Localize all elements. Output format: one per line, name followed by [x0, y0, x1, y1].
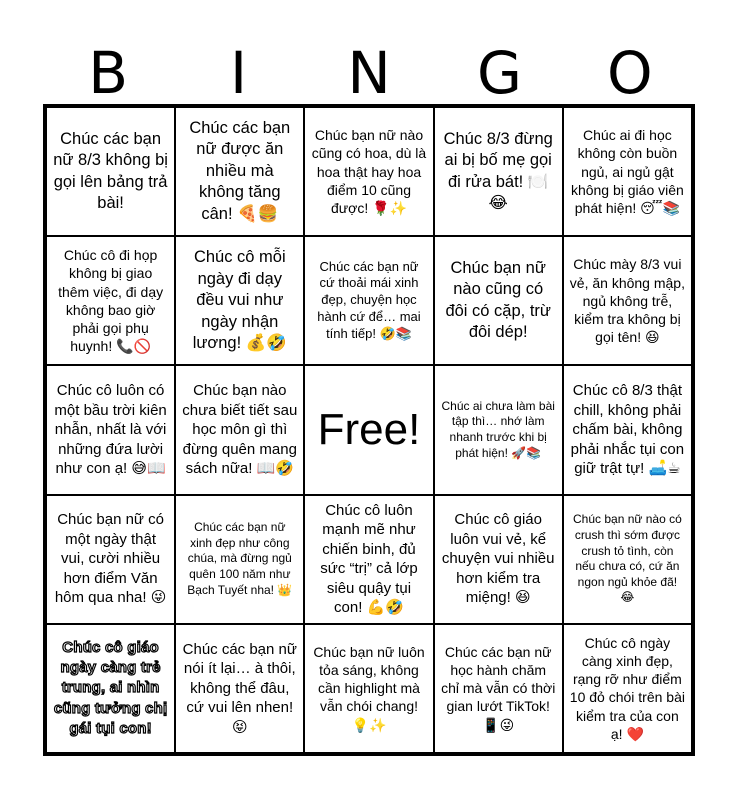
bingo-cell[interactable]: Chúc cô giáo ngày càng trẻ trung, ai nhìn cũng tưởng chị gái tụi con!: [46, 624, 175, 753]
bingo-cell[interactable]: Chúc cô 8/3 thật chill, không phải chấm bài, không phải nhắc tụi con giữ trật tự! 🛋️☕: [563, 365, 692, 494]
bingo-cell[interactable]: Chúc bạn nữ nào cũng có hoa, dù là hoa thật hay hoa điểm 10 cũng được! 🌹✨: [304, 107, 433, 236]
bingo-cell[interactable]: Chúc bạn nào chưa biết tiết sau học môn gì thì đừng quên mang sách nữa! 📖🤣: [175, 365, 304, 494]
bingo-cell[interactable]: Chúc cô ngày càng xinh đẹp, rạng rỡ như điểm 10 đỏ chói trên bài kiểm tra của con ạ! ❤️: [563, 624, 692, 753]
bingo-board: [43, 104, 695, 756]
bingo-cell[interactable]: Chúc mày 8/3 vui vẻ, ăn không mập, ngủ không trễ, kiểm tra không bị gọi tên! 😆: [563, 236, 692, 365]
bingo-cell[interactable]: Chúc cô mỗi ngày đi dạy đều vui như ngày nhận lương! 💰🤣: [175, 236, 304, 365]
header-letter-o: O: [607, 39, 653, 107]
bingo-cell[interactable]: Chúc bạn nữ nào có crush thì sớm được crush tỏ tình, còn nếu chưa có, cứ ăn ngon ngủ khỏe đã! 😂: [563, 495, 692, 624]
bingo-cell[interactable]: Chúc bạn nữ nào cũng có đôi có cặp, trừ đôi dép!: [434, 236, 563, 365]
header-letter-i: I: [230, 39, 248, 107]
bingo-cell[interactable]: Chúc các bạn nữ cứ thoải mái xinh đẹp, chuyện học hành cứ để… mai tính tiếp! 🤣📚: [304, 236, 433, 365]
bingo-cell[interactable]: Chúc cô luôn mạnh mẽ như chiến binh, đủ sức “trị” cả lớp siêu quậy tụi con! 💪🤣: [304, 495, 433, 624]
bingo-cell[interactable]: Chúc 8/3 đừng ai bị bố mẹ gọi đi rửa bát! 🍽️😂: [434, 107, 563, 236]
bingo-cell[interactable]: Chúc bạn nữ có một ngày thật vui, cười nhiều hơn điểm Văn hôm qua nha! 😜: [46, 495, 175, 624]
bingo-cell[interactable]: Chúc các bạn nữ học hành chăm chỉ mà vẫn có thời gian lướt TikTok! 📱😜: [434, 624, 563, 753]
bingo-cell[interactable]: Chúc cô giáo luôn vui vẻ, kể chuyện vui nhiều hơn kiểm tra miệng! 😆: [434, 495, 563, 624]
bingo-cell[interactable]: Chúc các bạn nữ 8/3 không bị gọi lên bảng trả bài!: [46, 107, 175, 236]
bingo-cell[interactable]: Chúc ai chưa làm bài tập thì… nhớ làm nhanh trước khi bị phát hiện! 🚀📚: [434, 365, 563, 494]
header-letter-n: N: [347, 39, 391, 107]
bingo-cell[interactable]: Chúc cô đi họp không bị giao thêm việc, đi dạy không bao giờ phải gọi phụ huynh! 📞🚫: [46, 236, 175, 365]
bingo-header: [43, 38, 695, 108]
header-letter-b: B: [88, 39, 129, 107]
bingo-cell[interactable]: Chúc cô luôn có một bầu trời kiên nhẫn, nhất là với những đứa lười như con ạ! 😅📖: [46, 365, 175, 494]
bingo-cell[interactable]: Chúc các bạn nữ được ăn nhiều mà không tăng cân! 🍕🍔: [175, 107, 304, 236]
header-letter-g: G: [476, 39, 522, 107]
bingo-cell[interactable]: Chúc bạn nữ luôn tỏa sáng, không cần highlight mà vẫn chói chang! 💡✨: [304, 624, 433, 753]
free-cell[interactable]: Free!: [304, 365, 433, 494]
bingo-cell[interactable]: Chúc ai đi học không còn buồn ngủ, ai ngủ gật không bị giáo viên phát hiện! 😴📚: [563, 107, 692, 236]
bingo-cell[interactable]: Chúc các bạn nữ nói ít lại… à thôi, không thể đâu, cứ vui lên nhen! 😝: [175, 624, 304, 753]
bingo-cell[interactable]: Chúc các bạn nữ xinh đẹp như công chúa, mà đừng ngủ quên 100 năm như Bạch Tuyết nha! 👑: [175, 495, 304, 624]
